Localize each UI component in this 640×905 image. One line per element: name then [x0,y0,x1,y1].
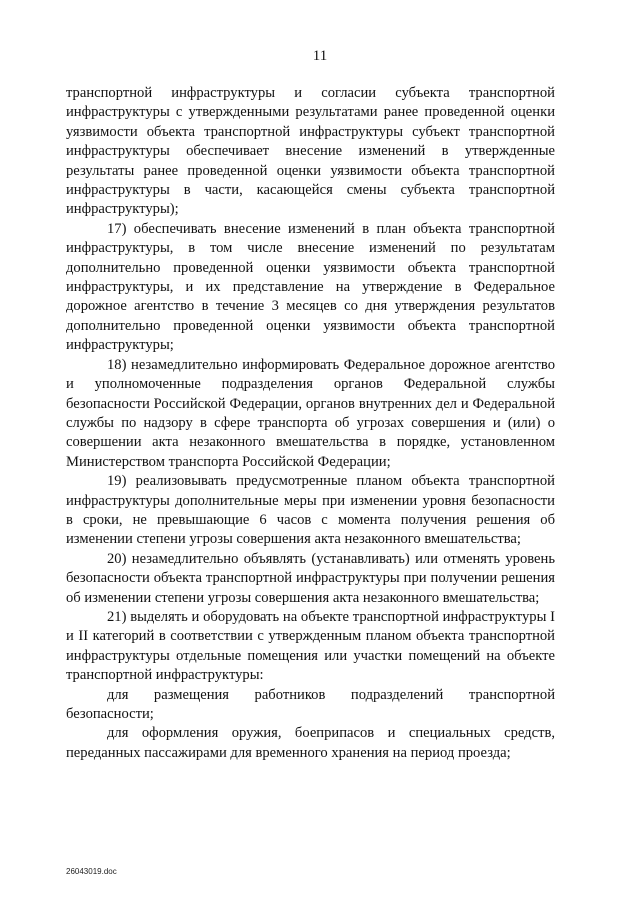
page-number: 11 [312,48,328,64]
document-body [66,84,555,763]
paragraph-sub-item-2: для оформления оружия, боеприпасов и специальных средств, переданных пассажирами для временного хранения на период проезда; [66,725,555,761]
paragraph-item-21: 21) выделять и оборудовать на объекте транспортной инфраструктуры I и II категорий в соответствии с утвержденным планом объекта транспортной инфраструктуры отдельные помещения или участки помещений на объекте транспортной инфраструктуры: [66,608,555,684]
paragraph-item-19: 19) реализовывать предусмотренные планом объекта транспортной инфраструктуры дополнительные меры при изменении уровня безопасности в сроки, не превышающие 6 часов с момента получения решения об изменении степени угрозы совершения акта незаконного вмешательства; [66,473,555,548]
paragraph-sub-item-1: для размещения работников подразделений транспортной безопасности; [66,686,555,722]
file-name-footer: 26043019.doc [66,867,117,876]
paragraph-item-17: 17) обеспечивать внесение изменений в план объекта транспортной инфраструктуры, в том числе внесение изменений по результатам дополнительно проведенной оценки уязвимости объекта транспортной инфраструктуры, и их представление на утверждение в Федеральное дорожное агентство в течение 3 месяцев со дня утверждения результатов дополнительно проведенной оценки уязвимости объекта транспортной инфраструктуры; [66,220,555,354]
paragraph-item-18: 18) незамедлительно информировать Федеральное дорожное агентство и уполномоченные подразделения органов Федеральной службы безопасности Российской Федерации, органов внутренних дел и Федеральной службы по надзору в сфере транспорта об угрозах совершения и (или) о совершении акта незаконного вмешательства в порядке, установленном Министерством транспорта Российской Федерации; [66,356,555,470]
paragraph-continuation: транспортной инфраструктуры и согласии субъекта транспортной инфраструктуры с утвержденными результатами ранее проведенной оценки уязвимости объекта транспортной инфраструктуры субъект транспортной инфраструктуры обеспечивает внесение изменений в утвержденные результаты ранее проведенной оценки уязвимости объекта транспортной инфраструктуры в части, касающейся смены субъекта транспортной инфраструктуры); [66,85,555,218]
paragraph-item-20: 20) незамедлительно объявлять (устанавливать) или отменять уровень безопасности объекта транспортной инфраструктуры при получении решения об изменении степени угрозы совершения акта незаконного вмешательства; [66,550,555,606]
